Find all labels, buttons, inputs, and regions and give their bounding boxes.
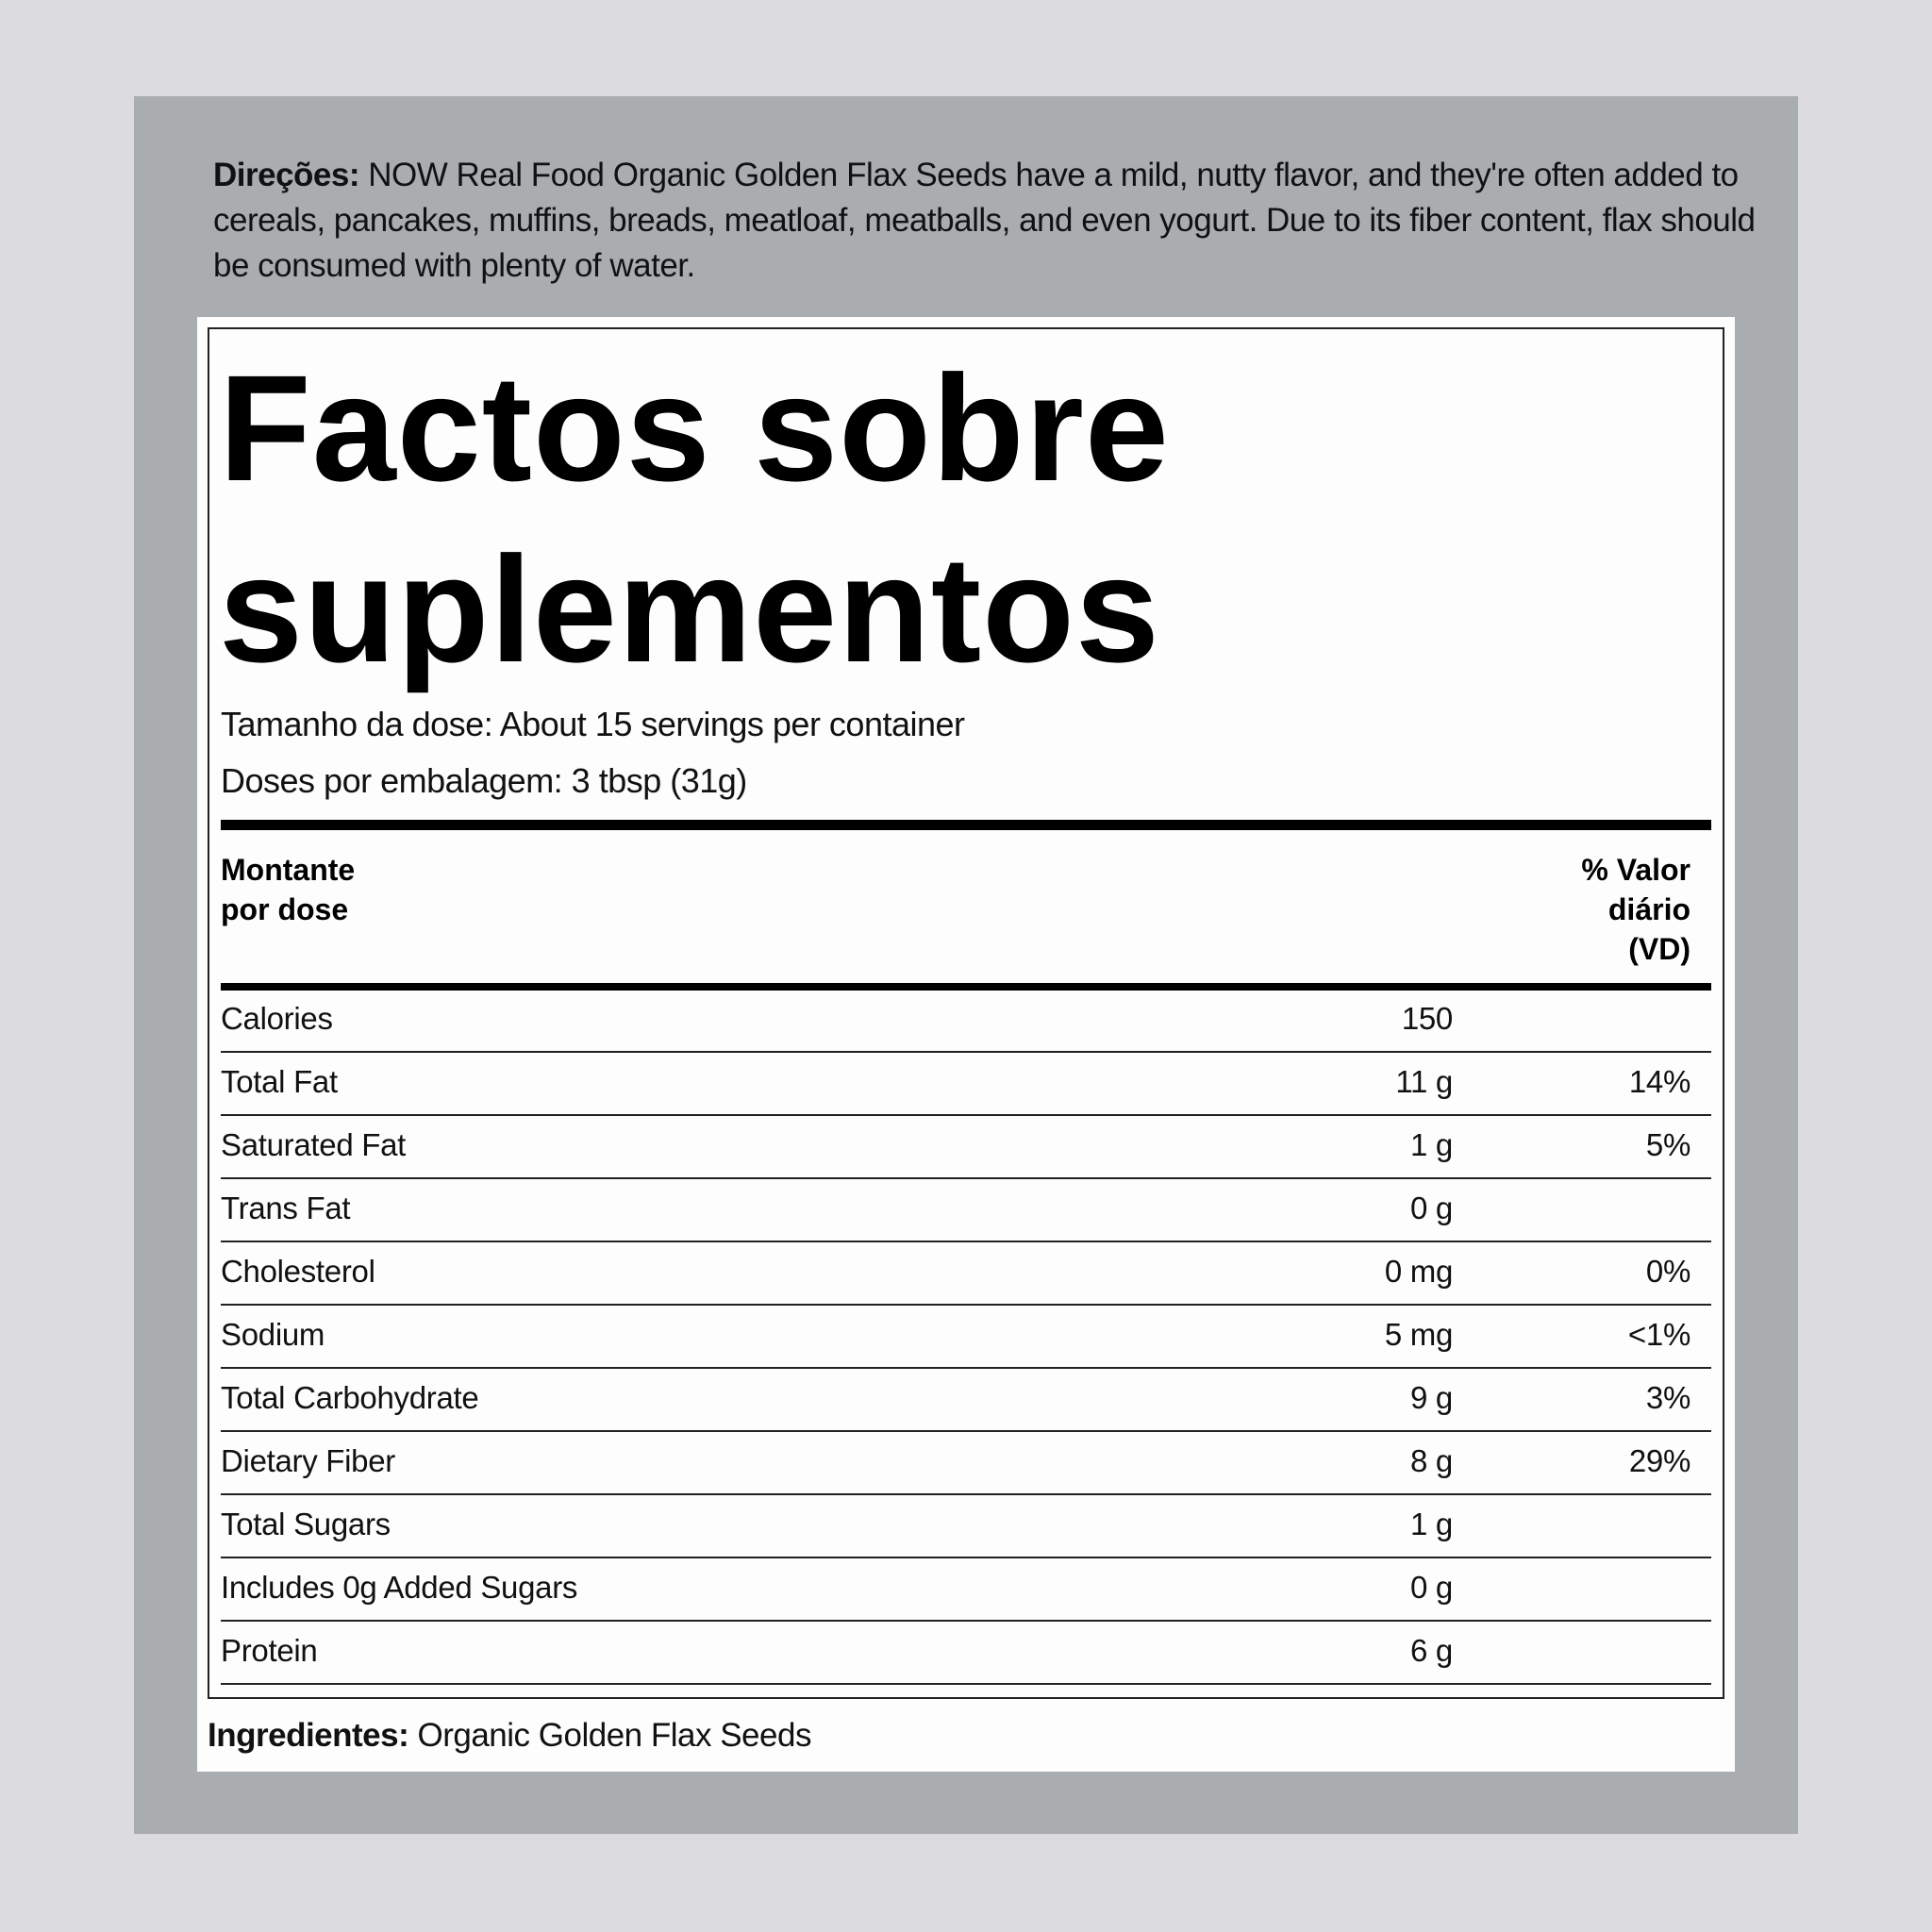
amount-per-serving-header (221, 850, 355, 929)
nutrient-amount: 0 g (1410, 1570, 1453, 1605)
table-row (221, 990, 1711, 1053)
table-row (221, 1495, 1711, 1558)
nutrient-amount: 11 g (1395, 1064, 1453, 1099)
header-left-line1: Montante (221, 853, 356, 887)
table-row (221, 1179, 1711, 1242)
directions-body: NOW Real Food Organic Golden Flax Seeds have a mild, nutty flavor, and they're often added to cereals, pancakes, muffins, breads, meatloaf, meatballs, and even yogurt. Due to its fiber content, flax should be consumed with plenty of water. (213, 157, 1756, 284)
nutrient-name: Saturated Fat (221, 1127, 407, 1162)
table-row (221, 1306, 1711, 1369)
nutrient-table (221, 990, 1711, 1685)
nutrient-name: Dietary Fiber (221, 1443, 395, 1478)
nutrient-name: Includes 0g Added Sugars (221, 1570, 578, 1605)
table-row (221, 1558, 1711, 1622)
facts-title-line2: suplementos (219, 525, 1160, 693)
nutrient-name: Trans Fat (221, 1191, 351, 1225)
nutrient-name: Total Sugars (221, 1507, 391, 1541)
nutrient-name: Total Fat (221, 1064, 338, 1099)
nutrient-daily-value: 5% (1645, 1127, 1690, 1162)
nutrient-amount: 0 mg (1384, 1254, 1453, 1289)
nutrient-daily-value: 29% (1628, 1443, 1690, 1478)
nutrient-amount: 1 g (1410, 1127, 1453, 1162)
header-right-line2: diário (1607, 892, 1690, 926)
header-right-line1: % Valor (1581, 853, 1690, 887)
table-row (221, 1116, 1711, 1179)
nutrient-daily-value: <1% (1627, 1317, 1690, 1352)
table-row (221, 1369, 1711, 1432)
nutrient-daily-value: 14% (1628, 1064, 1690, 1099)
nutrient-amount: 1 g (1410, 1507, 1453, 1541)
table-row (221, 1053, 1711, 1116)
directions-label: Direções: (213, 157, 360, 193)
facts-title (219, 338, 1690, 700)
nutrient-name: Calories (221, 1001, 333, 1036)
ingredients-text (208, 1713, 811, 1758)
nutrient-daily-value: 3% (1645, 1380, 1690, 1415)
ingredients-body: Organic Golden Flax Seeds (417, 1717, 811, 1754)
header-right-line3: (VD) (1628, 932, 1690, 966)
table-row (221, 1432, 1711, 1495)
nutrient-name: Protein (221, 1633, 318, 1668)
nutrient-amount: 150 (1401, 1001, 1453, 1036)
table-row (221, 1622, 1711, 1685)
nutrient-amount: 9 g (1410, 1380, 1453, 1415)
nutrient-amount: 8 g (1410, 1443, 1453, 1478)
directions-text (213, 153, 1760, 289)
nutrient-name: Total Carbohydrate (221, 1380, 479, 1415)
table-row (221, 1242, 1711, 1306)
serving-size: Tamanho da dose: About 15 servings per container (221, 705, 965, 743)
header-left-line2: por dose (221, 892, 349, 926)
nutrient-name: Cholesterol (221, 1254, 375, 1289)
nutrient-amount: 5 mg (1384, 1317, 1453, 1352)
ingredients-label: Ingredientes: (208, 1717, 409, 1754)
nutrient-amount: 6 g (1410, 1633, 1453, 1668)
nutrient-name: Sodium (221, 1317, 325, 1352)
nutrient-amount: 0 g (1410, 1191, 1453, 1225)
facts-title-line1: Factos sobre (219, 343, 1170, 512)
daily-value-header (1581, 850, 1690, 969)
nutrient-daily-value: 0% (1645, 1254, 1690, 1289)
header-thick-rule (221, 820, 1711, 830)
servings-per-container: Doses por embalagem: 3 tbsp (31g) (221, 761, 747, 800)
